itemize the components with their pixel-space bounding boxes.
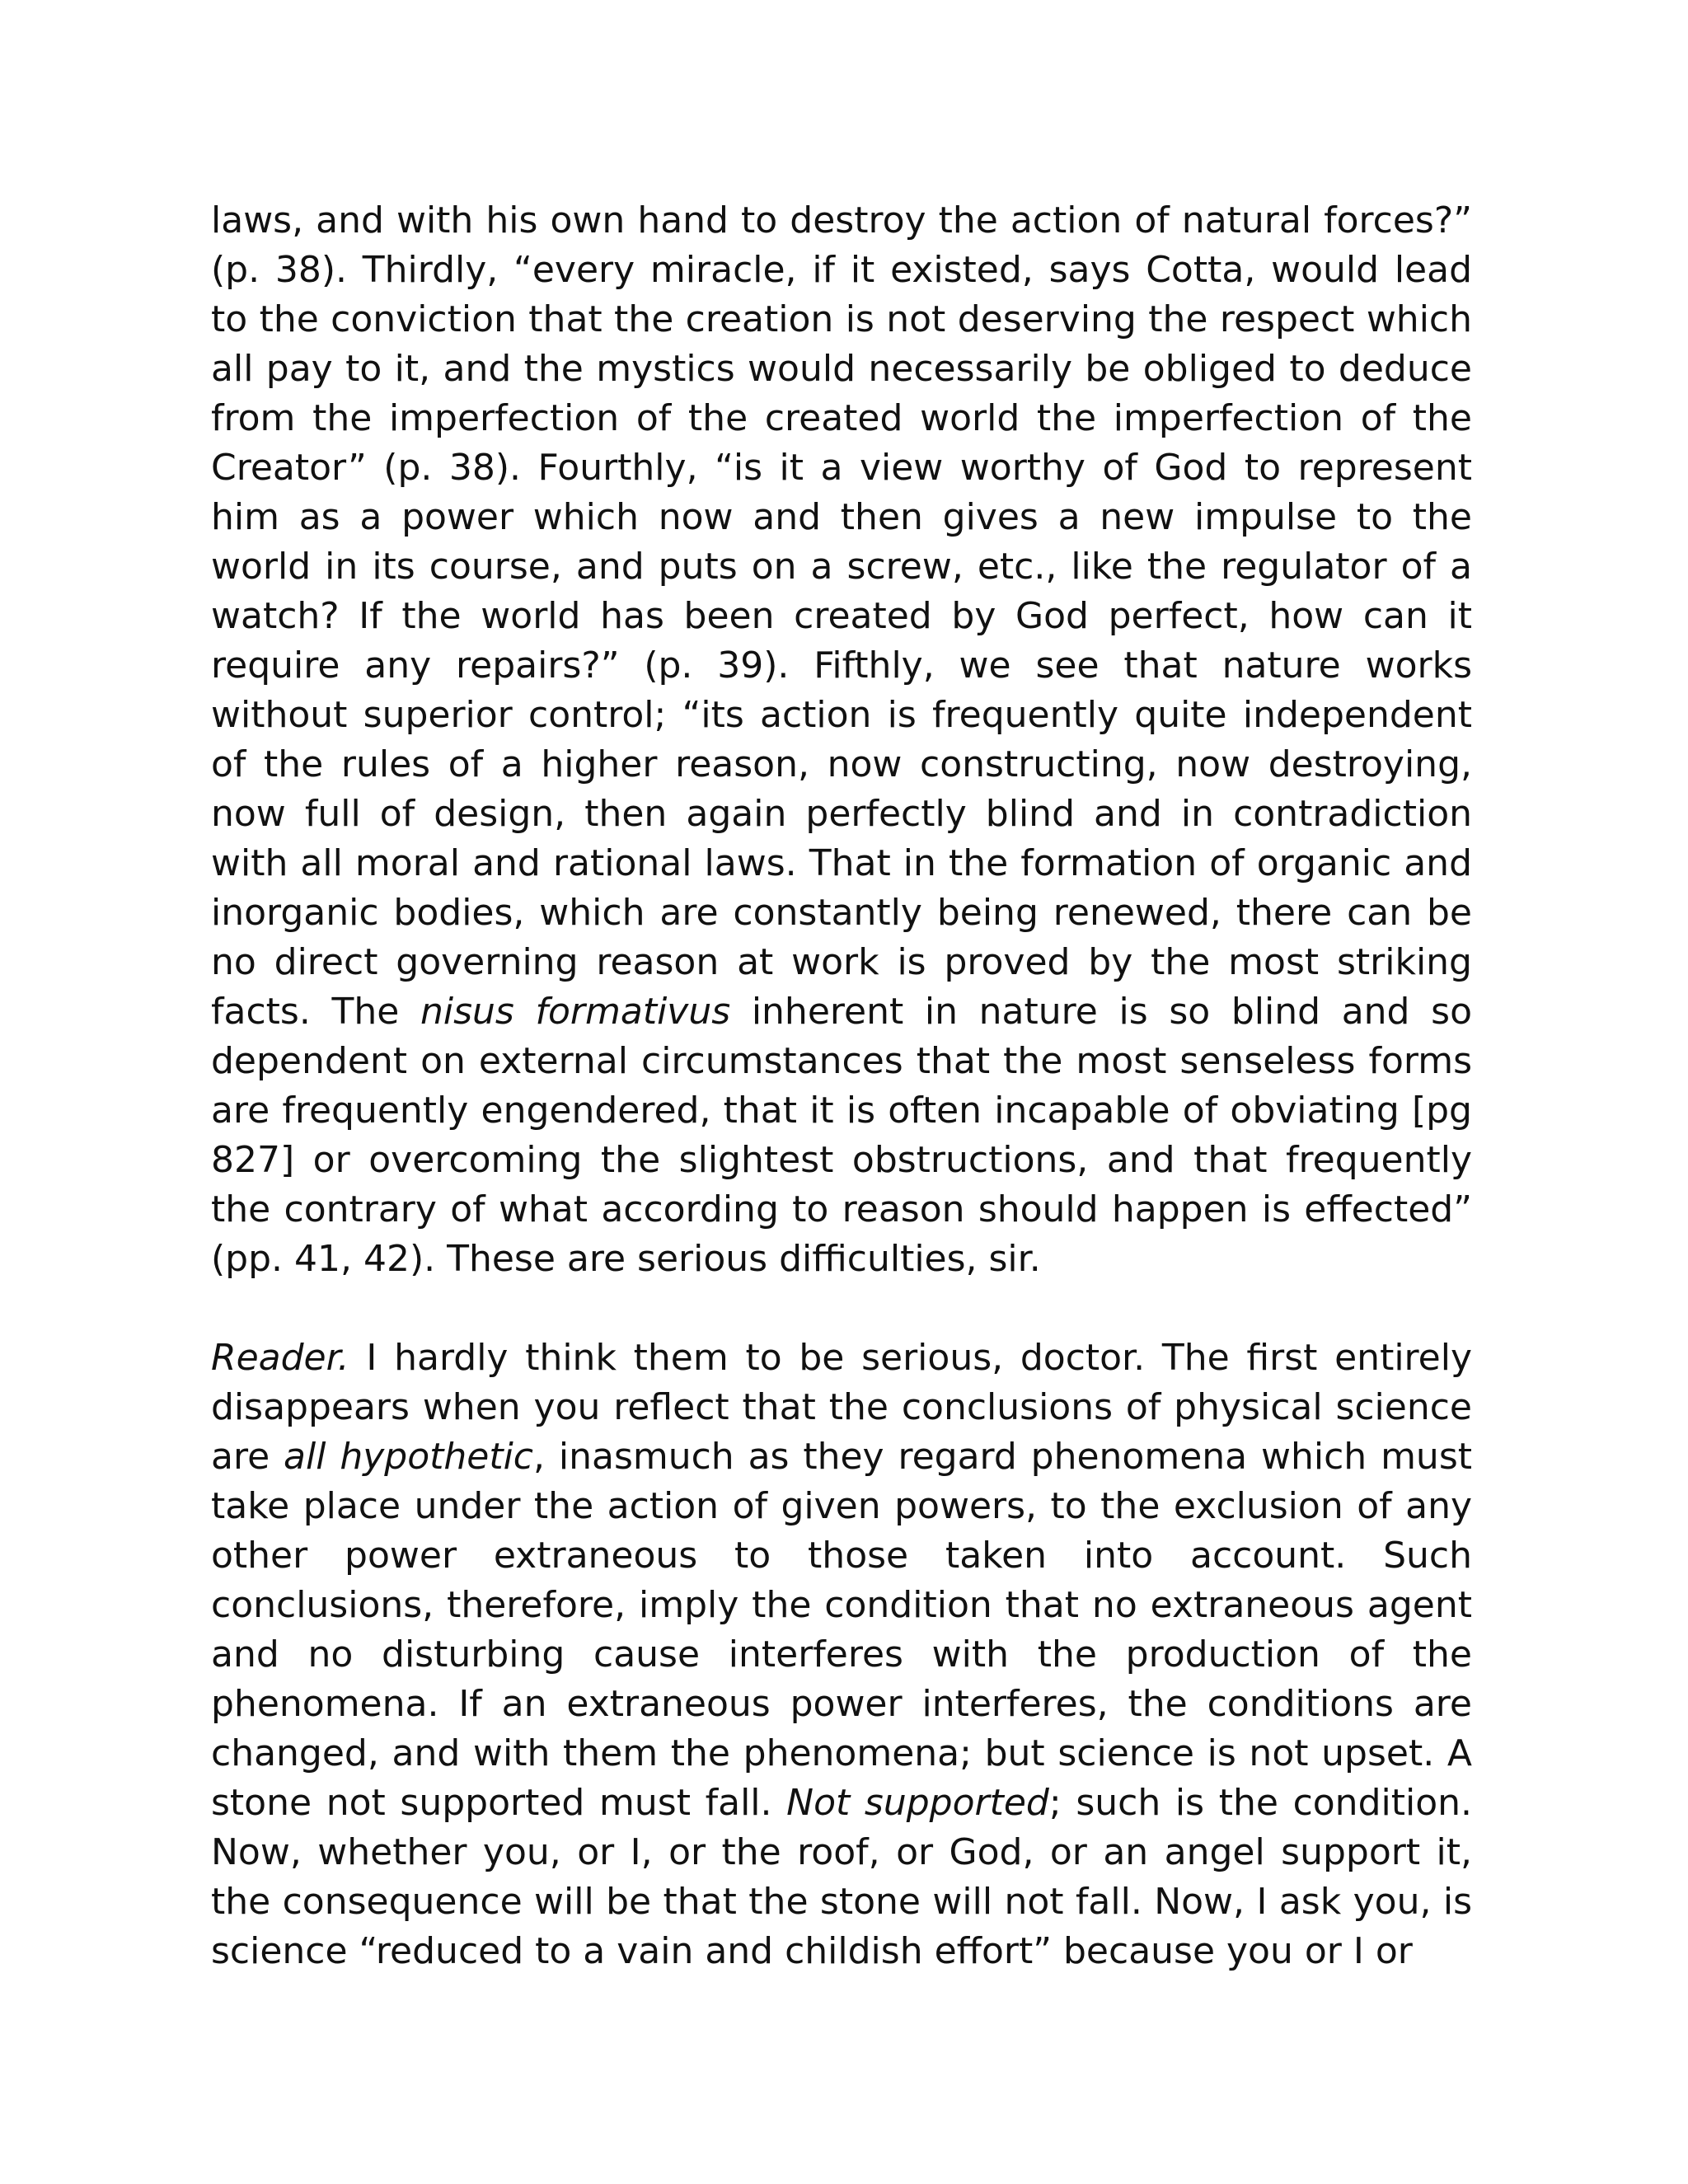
paragraph-text: inherent in nature is so blind and so dependent on external circumstances that the most senseless forms are frequently engendered, that it is often incapable of obviating [pg 827] or overcoming the slightest obstructions, and that frequently the contrary of what according to reason should happen is effected” (pp. 41, 42). These are serious difficulties, sir. xyxy=(211,991,1472,1280)
paragraph-cotta-objections xyxy=(211,196,1472,1284)
speaker-label-reader: Reader. xyxy=(211,1337,349,1379)
paragraph-text: laws, and with his own hand to destroy the action of natural forces?” (p. 38). Thirdly, “every miracle, if it existed, says Cotta, would lead to the conviction that the creation is not deserving the respect which all pay to it, and the mystics would necessarily be obliged to deduce from the imperfection of the created world the imperfection of the Creator” (p. 38). Fourthly, “is it a view worthy of God to represent him as a power which now and then gives a new impulse to the world in its course, and puts on a screw, etc., like the regulator of a watch? If the world has been created by God perfect, how can it require any repairs?” (p. 39). Fifthly, we see that nature works without superior control; “its action is frequently quite independent of the rules of a higher reason, now constructing, now destroying, now full of design, then again perfectly blind and in contradiction with all moral and rational laws. That in the formation of organic and inorganic bodies, which are constantly being renewed, there can be no direct governing reason at work is proved by the most striking facts. The xyxy=(211,199,1472,1033)
italic-phrase-all-hypothetic: all hypothetic xyxy=(284,1436,533,1478)
italic-phrase-nisus-formativus: nisus formativus xyxy=(420,991,731,1033)
paragraph-text: I hardly think them to be serious, doctor. The first entirely disappears when you reflect that the conclusions of physical science are xyxy=(211,1337,1472,1478)
paragraph-text: , inasmuch as they regard phenomena which must take place under the action of given powers, to the exclusion of any other power extraneous to those taken into account. Such conclusions, therefore, imply the condition that no extraneous agent and no disturbing cause interferes with the production of the phenomena. If an extraneous power interferes, the conditions are changed, and with them the phenomena; but science is not upset. A stone not supported must fall. xyxy=(211,1436,1472,1824)
italic-phrase-not-supported: Not supported xyxy=(786,1782,1049,1824)
paragraph-text: ; such is the condition. Now, whether you, or I, or the roof, or God, or an angel support it, the consequence will be that the stone will not fall. Now, I ask you, is science “reduced to a vain and childish effort” because you or I or xyxy=(211,1782,1472,1972)
document-page xyxy=(211,196,1472,1976)
paragraph-reader-reply xyxy=(211,1333,1472,1976)
